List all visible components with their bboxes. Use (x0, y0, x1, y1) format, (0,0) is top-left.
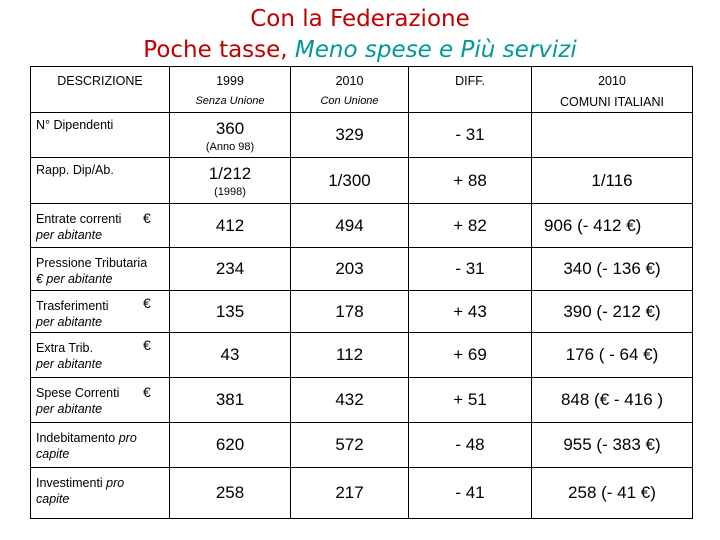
row-desc-label (36, 475, 124, 507)
row-desc-label (36, 255, 147, 287)
value-1999: 381 (170, 378, 291, 423)
row-desc-label: N° Dipendenti (36, 118, 114, 132)
value-2010: 432 (291, 378, 409, 423)
desc-line2: € per abitante (36, 272, 113, 286)
table-row (31, 291, 693, 333)
row-desc (31, 248, 170, 291)
desc-line2: per abitante (36, 228, 103, 242)
value-note: (Anno 98) (205, 141, 255, 153)
header-diff (409, 67, 532, 113)
row-desc (31, 113, 170, 158)
comparison-table (30, 66, 693, 519)
value-1999: 1/212 (208, 164, 252, 183)
desc-line1: Spese Correnti (36, 386, 120, 400)
row-value-1999 (170, 113, 291, 158)
value-diff: + 69 (409, 333, 532, 378)
value-2010: 112 (291, 333, 409, 378)
value-diff: - 48 (409, 423, 532, 468)
value-2010: 494 (291, 204, 409, 248)
desc-line1: Pressione Tributaria (36, 256, 148, 270)
value-diff: - 41 (409, 468, 532, 519)
row-desc-label (36, 340, 102, 372)
desc-line1: Indebitamento (36, 431, 119, 445)
value-diff: - 31 (409, 113, 532, 158)
value-2010: 1/300 (291, 158, 409, 204)
euro-symbol: € (143, 337, 151, 353)
value-1999: 43 (170, 333, 291, 378)
table-row (31, 204, 693, 248)
row-desc (31, 333, 170, 378)
table-row (31, 423, 693, 468)
row-desc-label (36, 385, 119, 417)
value-comuni: 848 (€ - 416 ) (532, 378, 693, 423)
row-desc-label (36, 298, 108, 330)
table-row (31, 158, 693, 204)
desc-line1: Investimenti (36, 476, 107, 490)
desc-line2: per abitante (36, 315, 103, 329)
value-comuni: 906 (- 412 €) (532, 204, 693, 248)
value-diff: + 43 (409, 291, 532, 333)
row-desc (31, 423, 170, 468)
header-1999-sub: Senza Unione (195, 95, 265, 107)
desc-line2: per abitante (36, 357, 103, 371)
row-desc (31, 468, 170, 519)
header-1999-label: 1999 (216, 74, 244, 88)
subtitle-part-1: Poche tasse, (143, 37, 295, 63)
header-comuni-sub: COMUNI ITALIANI (560, 95, 664, 109)
header-comuni-label: 2010 (598, 74, 626, 88)
table-header-row (31, 67, 693, 113)
value-comuni: 258 (- 41 €) (532, 468, 693, 519)
value-2010: 329 (291, 113, 409, 158)
value-2010: 217 (291, 468, 409, 519)
value-diff: + 51 (409, 378, 532, 423)
row-desc-label: Rapp. Dip/Ab. (36, 163, 114, 177)
row-desc (31, 204, 170, 248)
header-2010-label: 2010 (335, 74, 364, 88)
row-desc-label (36, 211, 121, 243)
desc-line2: capite (36, 492, 70, 506)
value-comuni: 955 (- 383 €) (532, 423, 693, 468)
value-1999: 234 (170, 248, 291, 291)
header-1999 (170, 67, 291, 113)
desc-line1: Extra Trib. (36, 341, 93, 355)
table-row (31, 248, 693, 291)
value-1999: 258 (170, 468, 291, 519)
slide-title: Con la Federazione (250, 6, 470, 32)
value-diff: - 31 (409, 248, 532, 291)
desc-line1: Trasferimenti (36, 299, 109, 313)
row-desc (31, 158, 170, 204)
value-note: (1998) (214, 186, 246, 198)
slide-subtitle (0, 34, 720, 66)
value-comuni: 340 (- 136 €) (532, 248, 693, 291)
header-descrizione (31, 67, 170, 113)
value-2010: 572 (291, 423, 409, 468)
desc-line2: capite (36, 447, 70, 461)
desc-line2: per abitante (36, 402, 103, 416)
value-comuni: 176 ( - 64 €) (532, 333, 693, 378)
value-diff: + 82 (409, 204, 532, 248)
euro-symbol: € (143, 210, 151, 226)
desc-line1: Entrate correnti (36, 212, 122, 226)
row-desc (31, 378, 170, 423)
table-row (31, 333, 693, 378)
value-1999: 620 (170, 423, 291, 468)
table-row (31, 378, 693, 423)
header-comuni (532, 67, 693, 113)
header-descrizione-label: DESCRIZIONE (57, 74, 143, 88)
value-1999: 412 (170, 204, 291, 248)
value-1999: 360 (215, 119, 245, 138)
value-comuni: 1/116 (532, 158, 693, 204)
value-comuni (532, 113, 693, 158)
header-2010 (291, 67, 409, 113)
value-diff: + 88 (409, 158, 532, 204)
value-2010: 178 (291, 291, 409, 333)
header-2010-sub: Con Unione (320, 95, 379, 107)
desc-line1-italic: pro (118, 431, 137, 445)
header-diff-label: DIFF. (455, 74, 485, 88)
table-row (31, 468, 693, 519)
euro-symbol: € (143, 384, 151, 400)
euro-symbol: € (143, 295, 151, 311)
value-1999: 135 (170, 291, 291, 333)
row-desc (31, 291, 170, 333)
row-value-1999 (170, 158, 291, 204)
desc-line1-italic: pro (106, 476, 125, 490)
row-desc-label (36, 430, 137, 462)
subtitle-part-2: Meno spese e Più servizi (294, 37, 577, 63)
value-comuni: 390 (- 212 €) (532, 291, 693, 333)
value-2010: 203 (291, 248, 409, 291)
table-row (31, 113, 693, 158)
